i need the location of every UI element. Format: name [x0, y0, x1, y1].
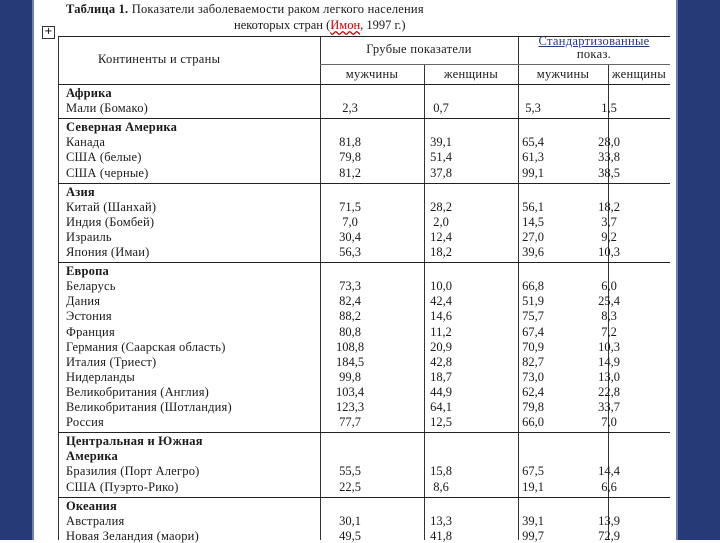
std-male-value: 65,4 — [522, 135, 544, 150]
std-male-value: 73,0 — [522, 369, 544, 384]
crude-male-value: 49,5 — [339, 528, 361, 543]
header-male-crude: мужчины — [345, 67, 399, 81]
crude-female-value: 12,4 — [430, 229, 452, 244]
crude-male-value: 81,2 — [339, 165, 361, 180]
table-row — [58, 480, 670, 494]
slide-right-border — [676, 0, 720, 540]
std-female-value: 33,7 — [598, 400, 620, 414]
std-male-value: 62,4 — [522, 384, 544, 399]
table-row — [58, 294, 670, 308]
std-male-value: 39,6 — [522, 245, 544, 259]
crude-male-value: 88,2 — [339, 309, 361, 324]
std-female-value: 18,2 — [598, 199, 620, 214]
std-male-value: 56,1 — [522, 199, 544, 214]
std-male-value: 51,9 — [522, 294, 544, 309]
crude-female-value: 37,8 — [430, 165, 452, 180]
header-female-crude: женщины — [443, 67, 499, 81]
spellcheck-mark: Имон — [330, 18, 361, 32]
crude-female-value: 11,2 — [430, 324, 452, 339]
std-male-value: 67,4 — [522, 324, 544, 339]
crude-male-value: 30,4 — [339, 229, 361, 244]
continent-name: Африка — [66, 86, 112, 100]
group-header-row — [58, 434, 670, 448]
country-name: Великобритания (Англия) — [66, 384, 210, 399]
crude-female-value: 51,4 — [430, 150, 452, 165]
crude-female-value: 64,1 — [430, 400, 452, 414]
country-name: США (белые) — [66, 150, 142, 165]
caption-line1: Показатели заболеваемости раком легкого населения — [131, 2, 424, 16]
section-divider — [58, 183, 670, 184]
std-female-value: 9,2 — [601, 229, 617, 244]
std-female-value: 7,0 — [601, 415, 617, 430]
header-bottom-line — [58, 84, 670, 85]
std-female-value: 13,0 — [598, 369, 620, 384]
continent-name: Океания — [66, 498, 117, 513]
crude-female-value: 41,8 — [430, 528, 452, 543]
country-name: Бразилия (Порт Алегро) — [66, 464, 200, 479]
std-female-value: 14,4 — [598, 464, 620, 479]
continent-name: Северная Америка — [66, 120, 178, 135]
country-name: Беларусь — [66, 279, 116, 294]
crude-female-value: 42,4 — [430, 294, 452, 309]
header-standardized-2: показ. — [576, 47, 612, 61]
crude-male-value: 2,3 — [342, 101, 358, 116]
std-female-value: 6,0 — [601, 279, 617, 294]
crude-male-value: 123,3 — [335, 400, 365, 414]
crude-male-value: 77,7 — [339, 415, 361, 430]
crude-male-value: 22,5 — [339, 479, 361, 494]
crude-female-value: 39,1 — [430, 135, 452, 150]
std-male-value: 19,1 — [522, 479, 544, 494]
country-name: Великобритания (Шотландия) — [66, 400, 232, 414]
table-row — [58, 529, 670, 543]
crude-male-value: 81,8 — [339, 135, 361, 150]
std-female-value: 8,3 — [601, 309, 617, 324]
table-row — [58, 370, 670, 384]
table-row — [58, 415, 670, 429]
table-row — [58, 325, 670, 339]
std-female-value: 10,3 — [598, 339, 620, 354]
continent-name: Америка — [66, 449, 118, 464]
table-row — [58, 200, 670, 214]
group-header-row — [58, 264, 670, 278]
std-female-value: 3,7 — [601, 214, 617, 229]
crude-male-value: 103,4 — [335, 384, 365, 399]
caption-label: Таблица 1. — [66, 2, 129, 16]
crude-male-value: 82,4 — [339, 294, 361, 309]
std-female-value: 6,6 — [601, 479, 617, 494]
country-name: Германия (Саарская область) — [66, 339, 226, 354]
crude-male-value: 30,1 — [339, 513, 361, 528]
group-header-row — [58, 449, 670, 463]
header-countries: Континенты и страны — [98, 52, 221, 66]
country-name: Индия (Бомбей) — [66, 214, 155, 229]
crude-male-value: 56,3 — [339, 245, 361, 259]
country-name: США (черные) — [66, 165, 149, 180]
document-sheet — [34, 0, 676, 543]
section-divider — [58, 432, 670, 433]
country-name: США (Пуэрто-Рико) — [66, 479, 179, 494]
std-male-value: 5,3 — [525, 101, 541, 116]
table-row — [58, 245, 670, 259]
table-caption — [66, 2, 424, 17]
crude-male-value: 80,8 — [339, 324, 361, 339]
crude-female-value: 8,6 — [433, 479, 449, 494]
country-name: Россия — [66, 415, 104, 430]
table-row — [58, 355, 670, 369]
crude-male-value: 7,0 — [342, 214, 358, 229]
crude-male-value: 184,5 — [335, 354, 365, 369]
table-row — [58, 400, 670, 414]
crude-female-value: 12,5 — [430, 415, 452, 430]
crude-female-value: 15,8 — [430, 464, 452, 479]
std-male-value: 99,1 — [522, 165, 544, 180]
country-name: Китай (Шанхай) — [66, 199, 157, 214]
section-divider — [58, 497, 670, 498]
crude-male-value: 71,5 — [339, 199, 361, 214]
header-male-std: мужчины — [536, 67, 590, 81]
crude-female-value: 28,2 — [430, 199, 452, 214]
std-female-value: 38,5 — [598, 165, 620, 180]
country-name: Мали (Бомако) — [66, 101, 149, 116]
continent-name: Европа — [66, 264, 109, 279]
crude-male-value: 79,8 — [339, 150, 361, 165]
std-male-value: 14,5 — [522, 214, 544, 229]
country-name: Италия (Триест) — [66, 354, 157, 369]
crude-female-value: 20,9 — [430, 339, 452, 354]
country-name: Новая Зеландия (маори) — [66, 528, 199, 543]
std-male-value: 75,7 — [522, 309, 544, 324]
table-row — [58, 215, 670, 229]
crude-male-value: 55,5 — [339, 464, 361, 479]
std-male-value: 61,3 — [522, 150, 544, 165]
std-female-value: 33,8 — [598, 150, 620, 165]
country-name: Австралия — [66, 513, 125, 528]
section-divider — [58, 262, 670, 263]
table-row — [58, 514, 670, 528]
group-header-row — [58, 120, 670, 134]
std-male-value: 67,5 — [522, 464, 544, 479]
table-row — [58, 101, 670, 115]
section-divider — [58, 118, 670, 119]
country-name: Израиль — [66, 229, 112, 244]
table-row — [58, 279, 670, 293]
header-subdivider — [320, 64, 670, 65]
crude-female-value: 0,7 — [433, 101, 449, 116]
std-female-value: 13,9 — [598, 513, 620, 528]
std-female-value: 7,2 — [601, 324, 617, 339]
std-female-value: 72,9 — [598, 528, 620, 543]
crude-female-value: 13,3 — [430, 513, 452, 528]
crude-female-value: 44,9 — [430, 384, 452, 399]
crude-male-value: 108,8 — [335, 339, 365, 354]
std-female-value: 28,0 — [598, 135, 620, 150]
std-female-value: 22,8 — [598, 384, 620, 399]
table-row — [58, 340, 670, 354]
slide-left-border — [0, 0, 34, 540]
country-name: Франция — [66, 324, 115, 339]
table-row — [58, 309, 670, 323]
crude-female-value: 18,2 — [430, 245, 452, 259]
group-header-row — [58, 185, 670, 199]
crude-female-value: 42,8 — [430, 354, 452, 369]
country-name: Япония (Имаи) — [66, 245, 150, 259]
crude-male-value: 73,3 — [339, 279, 361, 294]
std-female-value: 14,9 — [598, 354, 620, 369]
crude-female-value: 2,0 — [433, 214, 449, 229]
table-caption-line2: некоторых стран (Имон, 1997 г.) — [234, 18, 406, 32]
table-row — [58, 135, 670, 149]
incidence-table — [58, 34, 670, 543]
std-female-value: 25,4 — [598, 294, 620, 309]
std-male-value: 82,7 — [522, 354, 544, 369]
std-male-value: 27,0 — [522, 229, 544, 244]
std-male-value: 79,8 — [522, 400, 544, 414]
std-male-value: 39,1 — [522, 513, 544, 528]
table-row — [58, 230, 670, 244]
std-male-value: 66,8 — [522, 279, 544, 294]
header-crude: Грубые показатели — [366, 42, 472, 56]
crude-female-value: 10,0 — [430, 279, 452, 294]
country-name: Нидерланды — [66, 369, 135, 384]
table-row — [58, 166, 670, 180]
country-name: Канада — [66, 135, 106, 150]
crude-male-value: 99,8 — [339, 369, 361, 384]
crude-female-value: 14,6 — [430, 309, 452, 324]
std-female-value: 1,5 — [601, 101, 617, 116]
std-male-value: 99,7 — [522, 528, 544, 543]
table-move-handle-icon[interactable]: + — [42, 26, 55, 39]
country-name: Эстония — [66, 309, 112, 324]
header-female-std: женщины — [611, 67, 667, 81]
header-standardized: Стандартизованные — [538, 34, 650, 48]
table-row — [58, 464, 670, 478]
std-female-value: 10,3 — [598, 245, 620, 259]
std-male-value: 70,9 — [522, 339, 544, 354]
table-row — [58, 385, 670, 399]
crude-female-value: 18,7 — [430, 369, 452, 384]
group-header-row — [58, 499, 670, 513]
continent-name: Азия — [66, 184, 95, 199]
std-male-value: 66,0 — [522, 415, 544, 430]
group-header-row — [58, 86, 670, 100]
continent-name: Центральная и Южная — [66, 434, 203, 449]
table-row — [58, 150, 670, 164]
country-name: Дания — [66, 294, 101, 309]
